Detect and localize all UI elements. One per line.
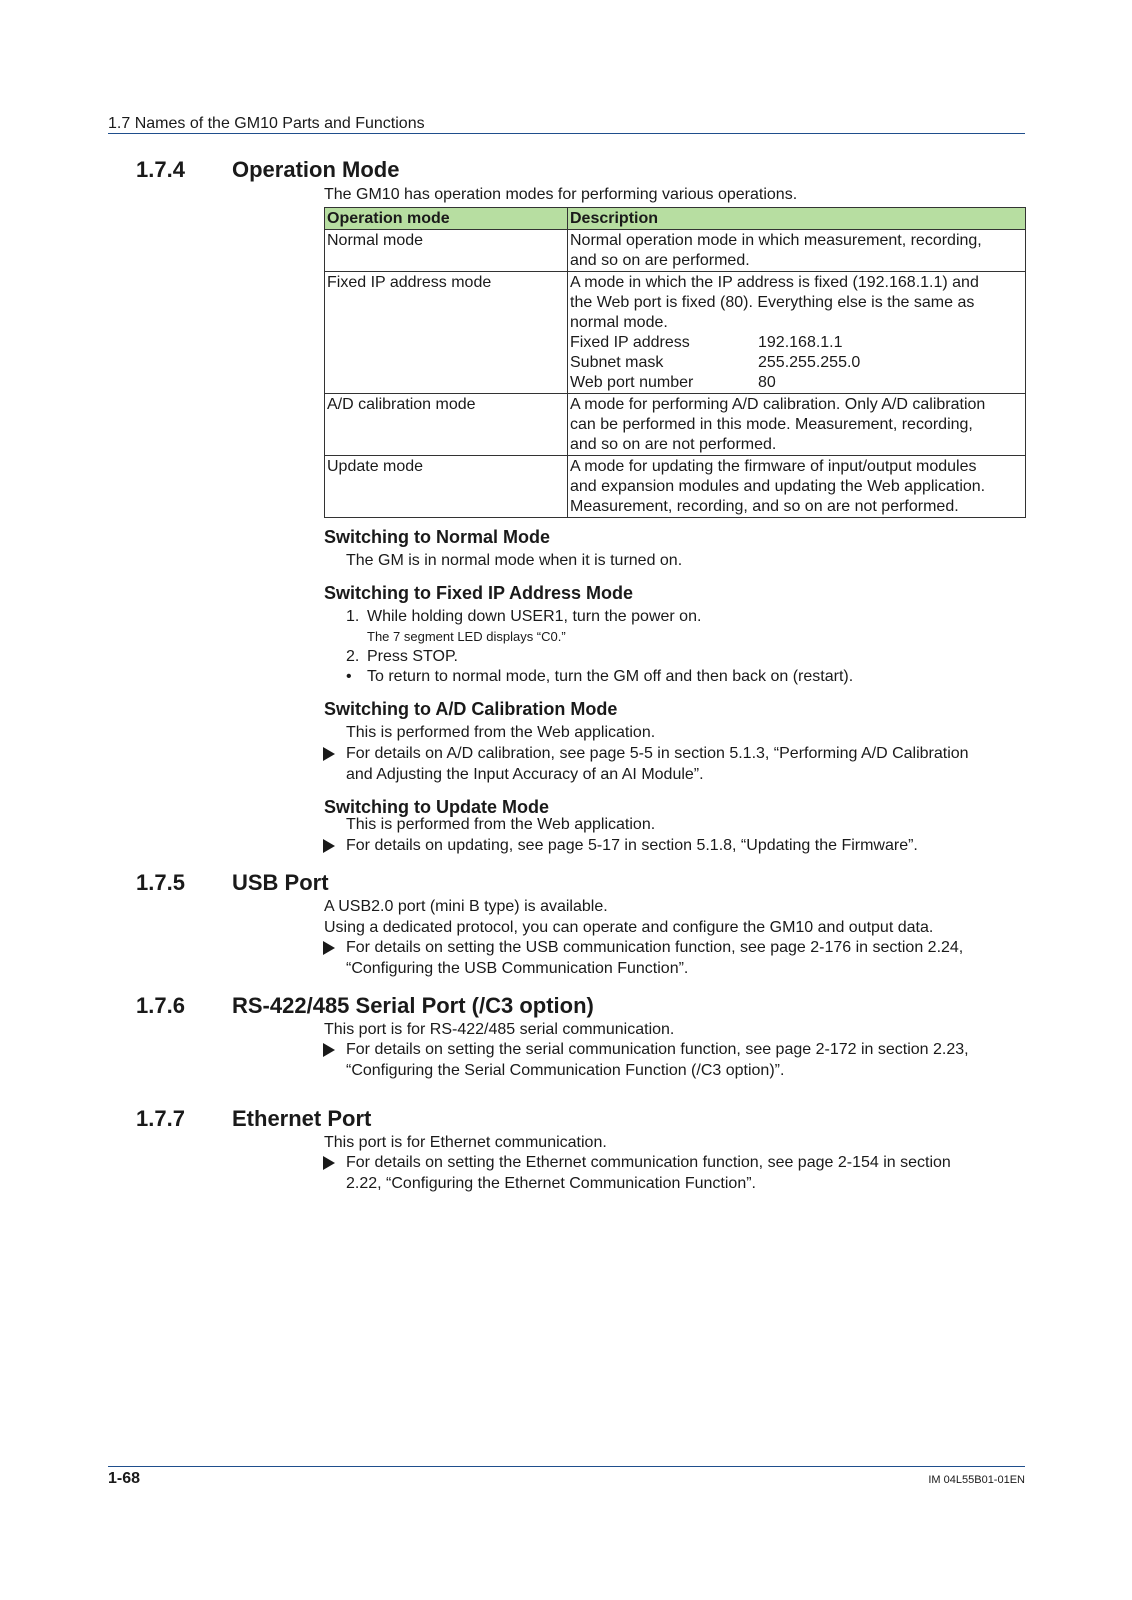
step-note: The 7 segment LED displays “C0.” <box>367 629 566 644</box>
reference-text: For details on setting the USB communication function, see page 2-176 in section 2.24, <box>346 939 964 956</box>
step-text: While holding down USER1, turn the power on. <box>367 608 702 625</box>
setting-row <box>570 353 1023 373</box>
table-row <box>325 272 1026 394</box>
body-text: The GM is in normal mode when it is turned on. <box>346 552 683 569</box>
setting-value: 80 <box>758 374 776 391</box>
body-text: Using a dedicated protocol, you can operate and configure the GM10 and output data. <box>324 919 934 936</box>
subsection-title: Switching to A/D Calibration Mode <box>324 699 618 719</box>
reference-text: For details on updating, see page 5-17 in section 5.1.8, “Updating the Firmware”. <box>346 837 918 854</box>
subsection-title: Switching to Fixed IP Address Mode <box>324 583 634 603</box>
reference-text: 2.22, “Configuring the Ethernet Communication Function”. <box>346 1175 756 1192</box>
description-line: normal mode. <box>570 314 668 331</box>
description-cell <box>568 456 1026 518</box>
reference-text: For details on A/D calibration, see page 5-5 in section 5.1.3, “Performing A/D Calibration <box>346 745 969 762</box>
step-number: 2. <box>346 648 360 665</box>
column-header: Description <box>568 208 1026 230</box>
reference-arrow-icon <box>323 1043 335 1057</box>
step-number: 1. <box>346 608 360 625</box>
reference-arrow-icon <box>323 941 335 955</box>
step-text: Press STOP. <box>367 648 458 665</box>
setting-row <box>570 373 1023 393</box>
reference-arrow-icon <box>323 747 335 761</box>
setting-value: 255.255.255.0 <box>758 354 861 371</box>
subsection-title: Switching to Update Mode <box>324 797 549 817</box>
description-line: Measurement, recording, and so on are not performed. <box>570 498 959 515</box>
description-cell <box>568 230 1026 272</box>
section-title: Ethernet Port <box>232 1106 372 1131</box>
header-rule <box>108 133 1025 134</box>
section-number: 1.7.5 <box>136 870 185 895</box>
mode-cell: Fixed IP address mode <box>325 272 568 394</box>
reference-text: and Adjusting the Input Accuracy of an AI Module”. <box>346 766 704 783</box>
setting-value: 192.168.1.1 <box>758 334 843 351</box>
setting-key: Subnet mask <box>570 354 664 371</box>
setting-row <box>570 333 1023 353</box>
section-number: 1.7.7 <box>136 1106 185 1131</box>
description-line: A mode for updating the firmware of input/output modules <box>570 458 977 475</box>
section-title: RS-422/485 Serial Port (/C3 option) <box>232 993 594 1018</box>
column-header: Operation mode <box>325 208 568 230</box>
table-row <box>325 230 1026 272</box>
reference-text: For details on setting the serial communication function, see page 2-172 in section 2.23, <box>346 1041 969 1058</box>
operation-mode-table <box>324 207 1026 518</box>
reference-arrow-icon <box>323 839 335 853</box>
description-line: can be performed in this mode. Measurement, recording, <box>570 416 973 433</box>
description-line: and expansion modules and updating the Web application. <box>570 478 986 495</box>
description-line: and so on are not performed. <box>570 436 777 453</box>
reference-text: For details on setting the Ethernet communication function, see page 2-154 in section <box>346 1154 951 1171</box>
setting-key: Web port number <box>570 374 694 391</box>
reference-arrow-icon <box>323 1156 335 1170</box>
mode-cell: A/D calibration mode <box>325 394 568 456</box>
body-text: A USB2.0 port (mini B type) is available. <box>324 898 608 915</box>
description-line: the Web port is fixed (80). Everything else is the same as <box>570 294 975 311</box>
table-header-row <box>325 208 1026 230</box>
body-text: This is performed from the Web application. <box>346 724 656 741</box>
mode-cell: Update mode <box>325 456 568 518</box>
setting-key: Fixed IP address <box>570 334 690 351</box>
table-row <box>325 394 1026 456</box>
body-text: This is performed from the Web application. <box>346 816 656 833</box>
bullet: • <box>346 668 352 685</box>
footer-rule <box>108 1466 1025 1467</box>
section-number: 1.7.4 <box>136 157 185 182</box>
reference-text: “Configuring the Serial Communication Function (/C3 option)”. <box>346 1062 785 1079</box>
document-id: IM 04L55B01-01EN <box>928 1474 1025 1486</box>
section-title: Operation Mode <box>232 157 400 182</box>
running-head: 1.7 Names of the GM10 Parts and Functions <box>108 115 425 132</box>
description-cell <box>568 272 1026 394</box>
body-text: This port is for Ethernet communication. <box>324 1134 607 1151</box>
body-text: This port is for RS-422/485 serial communication. <box>324 1021 675 1038</box>
mode-cell: Normal mode <box>325 230 568 272</box>
page-number: 1-68 <box>108 1470 141 1487</box>
description-line: and so on are performed. <box>570 252 750 269</box>
section-title: USB Port <box>232 870 329 895</box>
description-line: A mode for performing A/D calibration. Only A/D calibration <box>570 396 986 413</box>
intro-text: The GM10 has operation modes for performing various operations. <box>324 186 798 203</box>
description-line: Normal operation mode in which measurement, recording, <box>570 232 982 249</box>
section-number: 1.7.6 <box>136 993 185 1018</box>
description-cell <box>568 394 1026 456</box>
reference-text: “Configuring the USB Communication Function”. <box>346 960 689 977</box>
subsection-title: Switching to Normal Mode <box>324 527 551 547</box>
description-line: A mode in which the IP address is fixed (192.168.1.1) and <box>570 274 979 291</box>
table-row <box>325 456 1026 518</box>
bullet-text: To return to normal mode, turn the GM off and then back on (restart). <box>367 668 854 685</box>
